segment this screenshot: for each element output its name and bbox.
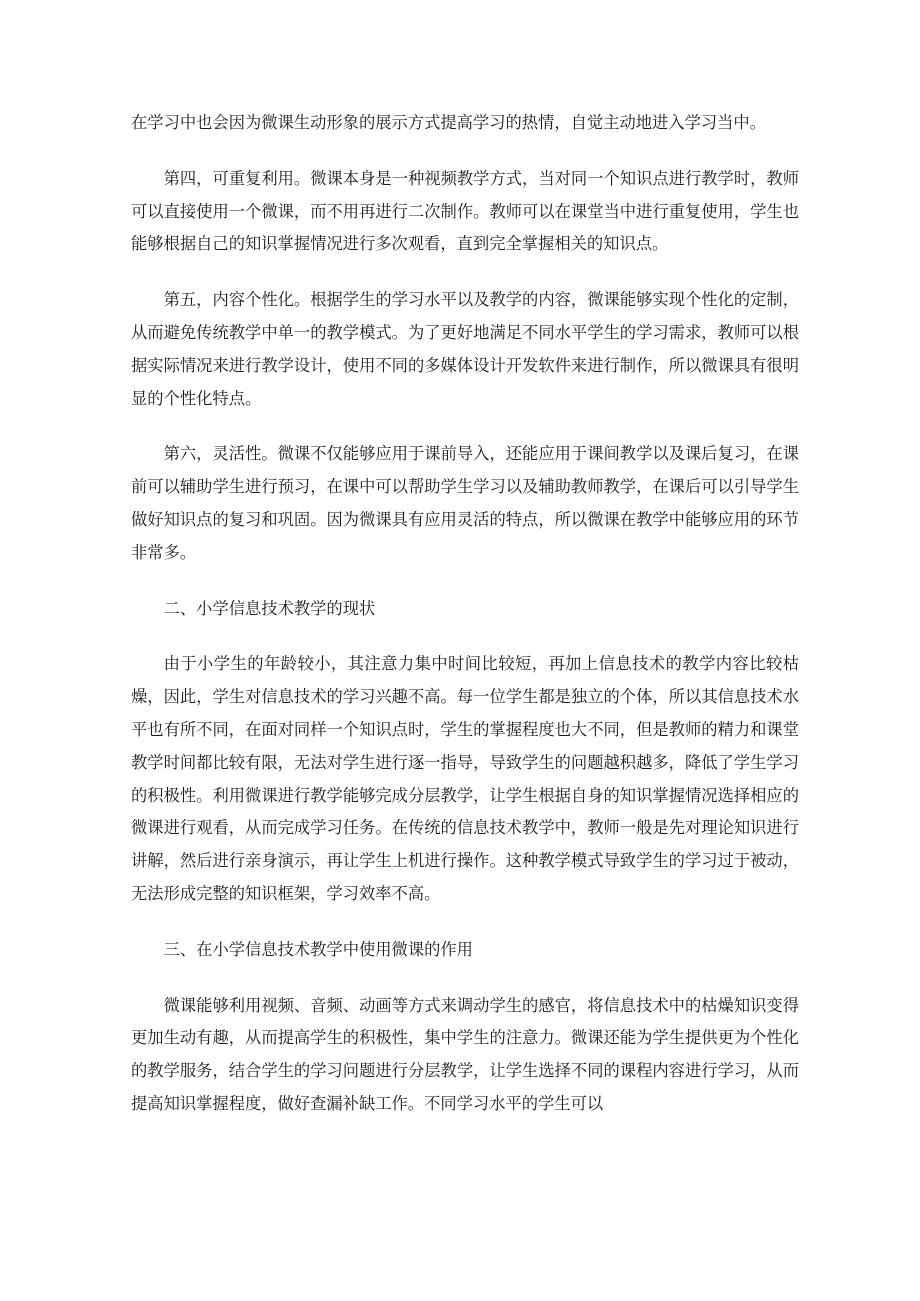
section-heading-role: 三、在小学信息技术教学中使用微课的作用 <box>163 939 473 959</box>
section-heading-status: 二、小学信息技术教学的现状 <box>163 598 376 618</box>
paragraph-reusability: 第四，可重复利用。微课本身是一种视频教学方式，当对同一个知识点进行教学时，教师可以直接使用一个微课，而不用再进行二次制作。教师可以在课堂当中进行重复使用，学生也能够根据自己的知识掌握情况进行多次观看，直到完全掌握相关的知识点。 <box>131 168 799 254</box>
paragraph-personalization: 第五，内容个性化。根据学生的学习水平以及教学的内容，微课能够实现个性化的定制，从而避免传统教学中单一的教学模式。为了更好地满足不同水平学生的学习需求，教师可以根据实际情况来进行教学设计，使用不同的多媒体设计开发软件来进行制作，所以微课具有很明显的个性化特点。 <box>131 290 799 408</box>
paragraph-role: 微课能够利用视频、音频、动画等方式来调动学生的感官，将信息技术中的枯燥知识变得更加生动有趣，从而提高学生的积极性，集中学生的注意力。微课还能为学生提供更为个性化的教学服务，结合学生的学习问题进行分层教学，让学生选择不同的课程内容进行学习，从而提高知识掌握程度，做好查漏补缺工作。不同学习水平的学生可以 <box>131 995 799 1113</box>
document-body <box>131 107 799 1144</box>
paragraph-flexibility: 第六，灵活性。微课不仅能够应用于课前导入，还能应用于课间教学以及课后复习，在课前可以辅助学生进行预习，在课中可以帮助学生学习以及辅助教师教学，在课后可以引导学生做好知识点的复习和巩固。因为微课具有应用灵活的特点，所以微课在教学中能够应用的环节非常多。 <box>131 444 799 562</box>
paragraph-status: 由于小学生的年龄较小，其注意力集中时间比较短，再加上信息技术的教学内容比较枯燥，因此，学生对信息技术的学习兴趣不高。每一位学生都是独立的个体，所以其信息技术水平也有所不同，在面对同样一个知识点时，学生的掌握程度也大不同，但是教师的精力和课堂教学时间都比较有限，无法对学生进行逐一指导，导致学生的问题越积越多，降低了学生学习的积极性。利用微课进行教学能够完成分层教学，让学生根据自身的知识掌握情况选择相应的微课进行观看，从而完成学习任务。在传统的信息技术教学中，教师一般是先对理论知识进行讲解，然后进行亲身演示，再让学生上机进行操作。这种教学模式导致学生的学习过于被动，无法形成完整的知识框架，学习效率不高。 <box>131 654 799 903</box>
paragraph-continuation: 在学习中也会因为微课生动形象的展示方式提高学习的热情，自觉主动地进入学习当中。 <box>131 113 766 132</box>
